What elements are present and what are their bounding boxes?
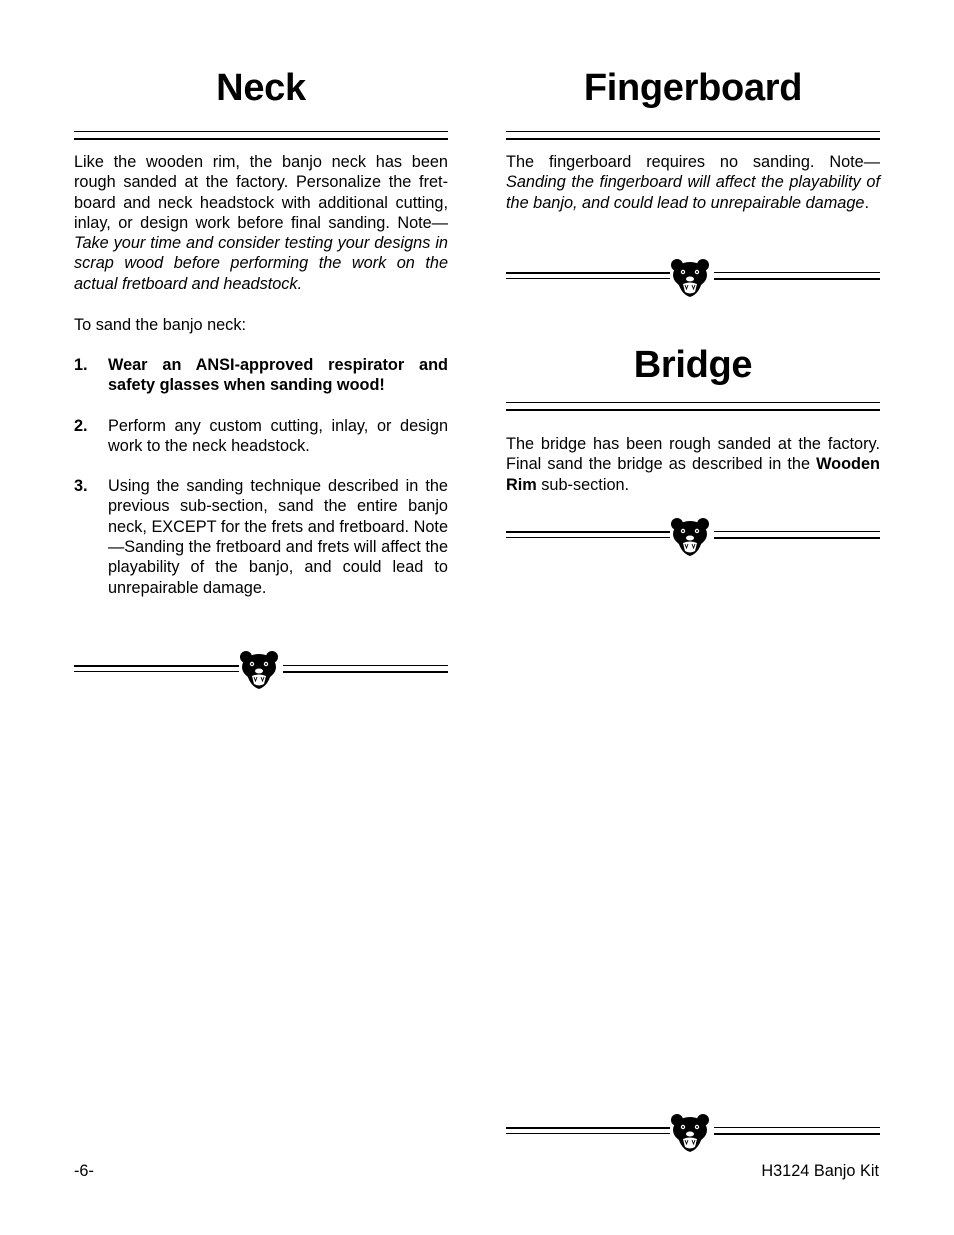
section-divider bbox=[74, 650, 448, 694]
bridge-section bbox=[506, 320, 880, 580]
bridge-end: sub-section. bbox=[536, 475, 630, 494]
neck-steps-list bbox=[74, 355, 448, 598]
step-text: Wear an ANSI-approved respirator and safety glasses when sanding wood! bbox=[108, 356, 448, 395]
neck-intro-paragraph bbox=[74, 152, 448, 294]
neck-section bbox=[74, 0, 448, 720]
step-number: 3. bbox=[74, 477, 88, 496]
section-divider bbox=[506, 258, 880, 302]
step-text: Perform any custom cutting, inlay, or design work to the neck headstock. bbox=[108, 416, 448, 455]
divider-line-left bbox=[74, 665, 239, 674]
neck-procedure-heading: To sand the banjo neck: bbox=[74, 316, 246, 334]
bridge-link-ref: Wooden Rim bbox=[506, 455, 880, 494]
bridge-title-rule bbox=[506, 402, 880, 412]
divider-line-left bbox=[506, 1127, 670, 1136]
neck-step bbox=[74, 416, 448, 457]
neck-intro-note: Take your time and consider testing your designs in scrap wood before performing the work on the actual fretboard and headstock. bbox=[74, 234, 448, 293]
footer-divider bbox=[506, 1113, 880, 1157]
divider-line-left bbox=[506, 272, 670, 281]
bear-head-icon bbox=[670, 258, 710, 298]
fingerboard-note: Sanding the fingerboard will affect the playability of the banjo, and could lead to unrepairable damage bbox=[506, 173, 880, 212]
product-name: H3124 Banjo Kit bbox=[761, 1162, 879, 1180]
bridge-title: Bridge bbox=[633, 344, 753, 386]
bear-head-icon bbox=[239, 650, 279, 690]
neck-title-rule bbox=[74, 131, 448, 141]
fingerboard-end: . bbox=[864, 193, 869, 212]
divider-line-right bbox=[714, 531, 880, 540]
neck-step bbox=[74, 355, 448, 396]
divider-line-left bbox=[506, 531, 670, 540]
fingerboard-text: The fingerboard requires no sanding. Note— bbox=[506, 153, 880, 171]
bridge-text: The bridge has been rough sanded at the factory. Final sand the bridge as described in the bbox=[506, 435, 880, 474]
divider-line-right bbox=[714, 1127, 880, 1136]
section-divider bbox=[506, 517, 880, 561]
page-number: -6- bbox=[74, 1162, 94, 1180]
step-number: 2. bbox=[74, 416, 88, 435]
neck-title: Neck bbox=[216, 67, 306, 109]
bridge-paragraph bbox=[506, 434, 880, 495]
fingerboard-section bbox=[506, 0, 880, 310]
neck-step bbox=[74, 476, 448, 598]
fingerboard-title-rule bbox=[506, 131, 880, 141]
divider-line-right bbox=[714, 272, 880, 281]
step-note: Sanding the fretboard and frets will affect the playability of the banjo, and could lead to unrepairable damage. bbox=[108, 538, 448, 597]
step-number: 1. bbox=[74, 356, 88, 374]
neck-intro-text: Like the wooden rim, the banjo neck has been rough sanded at the factory. Personalize the fretboard and neck headstock with additional cutting, inlay, or design work before final sanding. Note— bbox=[74, 153, 448, 232]
fingerboard-paragraph bbox=[506, 152, 880, 213]
bear-head-icon bbox=[670, 517, 710, 557]
step-text: Using the sanding technique described in the previous sub-section, sand the entire banjo neck, EXCEPT for the frets and fretboard. Note— bbox=[108, 477, 448, 557]
fingerboard-title: Fingerboard bbox=[583, 67, 803, 109]
divider-line-right bbox=[283, 665, 448, 674]
bear-head-icon bbox=[670, 1113, 710, 1153]
